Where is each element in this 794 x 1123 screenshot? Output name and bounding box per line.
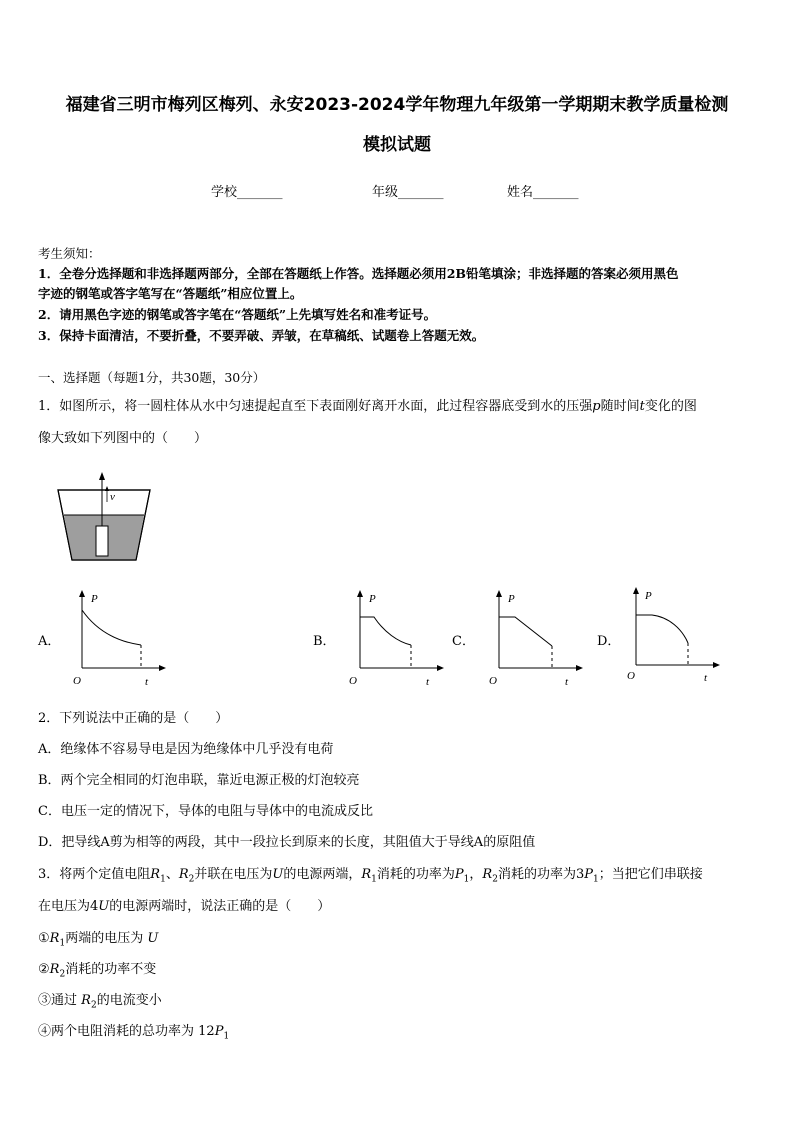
grade-field: 年级_______: [372, 185, 444, 200]
q1-graph-b: [348, 588, 448, 688]
subscript: 2: [188, 874, 195, 885]
q3-text: 3．将两个定值电阻: [38, 867, 151, 882]
subscript: 1: [592, 874, 599, 885]
q3-text: 的电源两端时，说法正确的是（ ）: [109, 899, 331, 914]
q3-text: 并联在电压为: [194, 867, 273, 882]
q3-text: 的电流变小: [96, 993, 162, 1008]
u-symbol: U: [147, 931, 159, 946]
axis-origin-label: O: [627, 670, 635, 682]
axis-p-label: P: [508, 593, 515, 605]
axis-t-label: t: [145, 676, 149, 688]
axis-t-label: t: [704, 672, 708, 684]
q3-claim-3: [38, 989, 162, 1011]
q1-text-a: 1．如图所示，将一圆柱体从水中匀速提起直至下表面刚好离开水面，此过程容器底受到水的压强: [38, 399, 593, 414]
r-symbol: R: [49, 931, 60, 946]
q3-text: 消耗的功率不变: [65, 962, 157, 977]
axis-p-label: P: [369, 593, 376, 605]
notice-item-3: 3．保持卡面清洁，不要折叠，不要弄破、弄皱，在草稿纸、试题卷上答题无效。: [38, 328, 485, 343]
q2-option-a: A．绝缘体不容易导电是因为绝缘体中几乎没有电荷: [38, 742, 334, 757]
q3-text: 、: [165, 867, 179, 882]
subscript: 1: [371, 874, 377, 885]
p-symbol: P: [454, 867, 464, 882]
r-symbol: R: [482, 867, 493, 882]
page-title-line1: 福建省三明市梅列区梅列、永安2023-2024学年物理九年级第一学期期末教学质量检测: [65, 95, 729, 115]
q3-stem-line1: [38, 863, 703, 885]
name-field: 姓名_______: [507, 185, 579, 200]
q1-graph-c: [487, 588, 587, 688]
q1-option-c-label: C．: [452, 634, 475, 649]
axis-origin-label: O: [73, 675, 81, 687]
q1-text-c: 变化的图: [644, 399, 697, 414]
subscript: 2: [59, 969, 66, 980]
velocity-label: v: [110, 491, 115, 503]
notice-heading: 考生须知：: [38, 246, 101, 261]
number: 4: [90, 899, 99, 914]
notice-item-1b: 字迹的钢笔或答字笔写在“答题纸”相应位置上。: [38, 286, 303, 301]
q2-option-b: B．两个完全相同的灯泡串联，靠近电源正极的灯泡较亮: [38, 773, 360, 788]
axis-origin-label: O: [489, 675, 497, 687]
q3-text: 的电源两端，: [283, 867, 362, 882]
q1-stem-line2: 像大致如下列图中的（ ）: [38, 431, 208, 446]
q3-text: ，: [469, 867, 483, 882]
page-title-line2: 模拟试题: [363, 135, 431, 155]
subscript: 1: [463, 874, 470, 885]
q3-text: 消耗的功率为: [376, 867, 455, 882]
axis-t-label: t: [426, 676, 430, 688]
p-symbol: P: [214, 1024, 224, 1039]
notice-item-2: 2．请用黑色字迹的钢笔或答字笔在“答题纸”上先填写姓名和准考证号。: [38, 307, 437, 322]
q3-text: ；当把它们串联接: [598, 867, 703, 882]
q3-claim-2: [38, 958, 156, 980]
school-field: 学校_______: [211, 185, 283, 200]
q3-claim-4: [38, 1020, 229, 1042]
subscript: 2: [90, 1000, 97, 1011]
q3-text: ①: [38, 931, 50, 946]
q3-text: 消耗的功率为: [497, 867, 576, 882]
q3-text: ④两个电阻消耗的总功率为: [38, 1024, 195, 1039]
axis-t-label: t: [565, 676, 569, 688]
number: 12: [198, 1024, 215, 1039]
subscript: 1: [59, 938, 66, 949]
subscript: 1: [223, 1031, 230, 1042]
u-symbol: U: [272, 867, 284, 882]
subscript: 1: [160, 874, 166, 885]
q3-text: 两端的电压为: [65, 931, 144, 946]
r-symbol: R: [49, 962, 60, 977]
q1-option-b-label: B．: [313, 634, 336, 649]
q1-stem-line1: [38, 395, 697, 414]
subscript: 2: [492, 874, 498, 885]
axis-p-label: P: [91, 593, 98, 605]
r-symbol: R: [81, 993, 91, 1008]
q2-option-c: C．电压一定的情况下，导体的电阻与导体中的电流成反比: [38, 804, 373, 819]
r-symbol: R: [361, 867, 372, 882]
axis-origin-label: O: [349, 675, 357, 687]
u-symbol: U: [98, 899, 110, 914]
q1-var-t: t: [639, 399, 645, 414]
q2-option-d: D．把导线A剪为相等的两段，其中一段拉长到原来的长度，其阻值大于导线A的原阻值: [38, 835, 536, 850]
q3-text: 在电压为: [38, 899, 91, 914]
q3-claim-1: [38, 927, 158, 949]
q3-text: ③通过: [38, 993, 78, 1008]
q2-stem: 2．下列说法中正确的是（ ）: [38, 711, 229, 726]
section-heading: 一、选择题（每题1分，共30题，30分）: [38, 370, 266, 385]
p-symbol: P: [584, 867, 593, 882]
axis-p-label: P: [645, 590, 652, 602]
q1-var-p: p: [592, 399, 601, 414]
container-figure: [50, 472, 160, 567]
q3-text: ②: [38, 962, 50, 977]
q1-text-b: 随时间: [600, 399, 640, 414]
r-symbol: R: [178, 867, 189, 882]
number: 3: [575, 867, 585, 882]
q1-option-a-label: A．: [38, 634, 61, 649]
q1-graph-d: [624, 585, 724, 685]
q1-graph-a: [70, 588, 170, 688]
q3-stem-line2: [38, 895, 330, 914]
r-symbol: R: [150, 867, 161, 882]
q1-option-d-label: D．: [597, 634, 621, 649]
notice-item-1a: 1．全卷分选择题和非选择题两部分，全部在答题纸上作答。选择题必须用2B铅笔填涂；非选择题的答案必须用黑色: [38, 266, 679, 281]
